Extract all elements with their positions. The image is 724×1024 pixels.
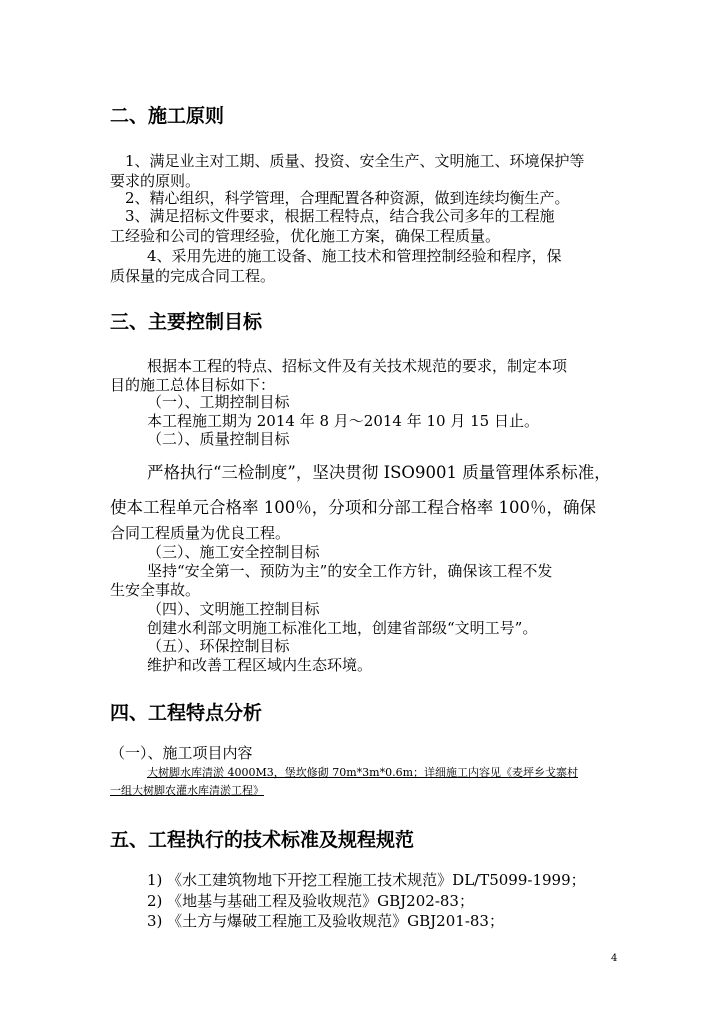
principle-line-1: 1、满足业主对工期、质量、投资、安全生产、文明施工、环境保护等 bbox=[125, 152, 585, 170]
principle-line-2: 要求的原则。 bbox=[110, 172, 201, 190]
principle-line-4: 3、满足招标文件要求，根据工程特点，结合我公司多年的工程施 bbox=[125, 207, 555, 225]
goal-schedule-heading: （一）、工期控制目标 bbox=[147, 393, 290, 411]
project-content-note-2: 一组大树脚农灌水库清淤工程》 bbox=[110, 784, 264, 797]
goal-quality-text-2: 使本工程单元合格率 100％，分项和分部工程合格率 100％，确保 bbox=[110, 498, 596, 517]
goal-env-heading: （五）、环保控制目标 bbox=[147, 637, 290, 655]
goal-env-text: 维护和改善工程区域内生态环境。 bbox=[147, 656, 373, 674]
goal-safety-heading: （三）、施工安全控制目标 bbox=[147, 543, 320, 561]
goal-quality-heading: （二）、质量控制目标 bbox=[147, 430, 290, 448]
goal-safety-text-1: 坚持“安全第一、预防为主”的安全工作方针，确保该工程不发 bbox=[147, 562, 553, 580]
goal-intro-2: 目的施工总体目标如下： bbox=[110, 376, 276, 394]
standard-item-3: 3) 《土方与爆破工程施工及验收规范》GBJ201-83； bbox=[147, 912, 504, 930]
goal-civil-heading: （四）、文明施工控制目标 bbox=[147, 600, 320, 618]
section-heading-5: 五、工程执行的技术标准及规程规范 bbox=[110, 829, 415, 851]
section-heading-3: 三、主要控制目标 bbox=[110, 311, 263, 333]
page-number: 4 bbox=[611, 953, 618, 964]
principle-line-5: 工经验和公司的管理经验，优化施工方案，确保工程质量。 bbox=[110, 227, 501, 245]
goal-civil-text: 创建水利部文明施工标准化工地，创建省部级“文明工号”。 bbox=[147, 619, 538, 637]
goal-schedule-text: 本工程施工期为 2014 年 8 月～2014 年 10 月 15 日止。 bbox=[147, 412, 539, 430]
standard-item-2: 2) 《地基与基础工程及验收规范》GBJ202-83； bbox=[147, 892, 474, 910]
principle-line-6: 4、采用先进的施工设备、施工技术和管理控制经验和程序，保 bbox=[147, 247, 562, 265]
section-heading-4: 四、工程特点分析 bbox=[110, 702, 263, 724]
goal-intro-1: 根据本工程的特点、招标文件及有关技术规范的要求，制定本项 bbox=[147, 357, 568, 375]
principle-line-3: 2、精心组织，科学管理，合理配置各种资源，做到连续均衡生产。 bbox=[125, 189, 570, 207]
goal-quality-text-3: 合同工程质量为优良工程。 bbox=[110, 524, 291, 542]
project-content-note-1: 大树脚水库清淤 4000M3，堡坎修砌 70m*3m*0.6m；详细施工内容见《麦坪乡戈寨村 bbox=[147, 766, 579, 779]
goal-safety-text-2: 生安全事故。 bbox=[110, 581, 201, 599]
standard-item-1: 1) 《水工建筑物地下开挖工程施工技术规范》DL/T5099-1999； bbox=[147, 871, 586, 889]
section-heading-2: 二、施工原则 bbox=[110, 105, 225, 127]
project-content-heading: （一）、施工项目内容 bbox=[110, 744, 253, 762]
goal-quality-text-1: 严格执行“三检制度”，坚决贯彻 ISO9001 质量管理体系标准， bbox=[147, 463, 611, 482]
principle-line-7: 质保量的完成合同工程。 bbox=[110, 267, 276, 285]
